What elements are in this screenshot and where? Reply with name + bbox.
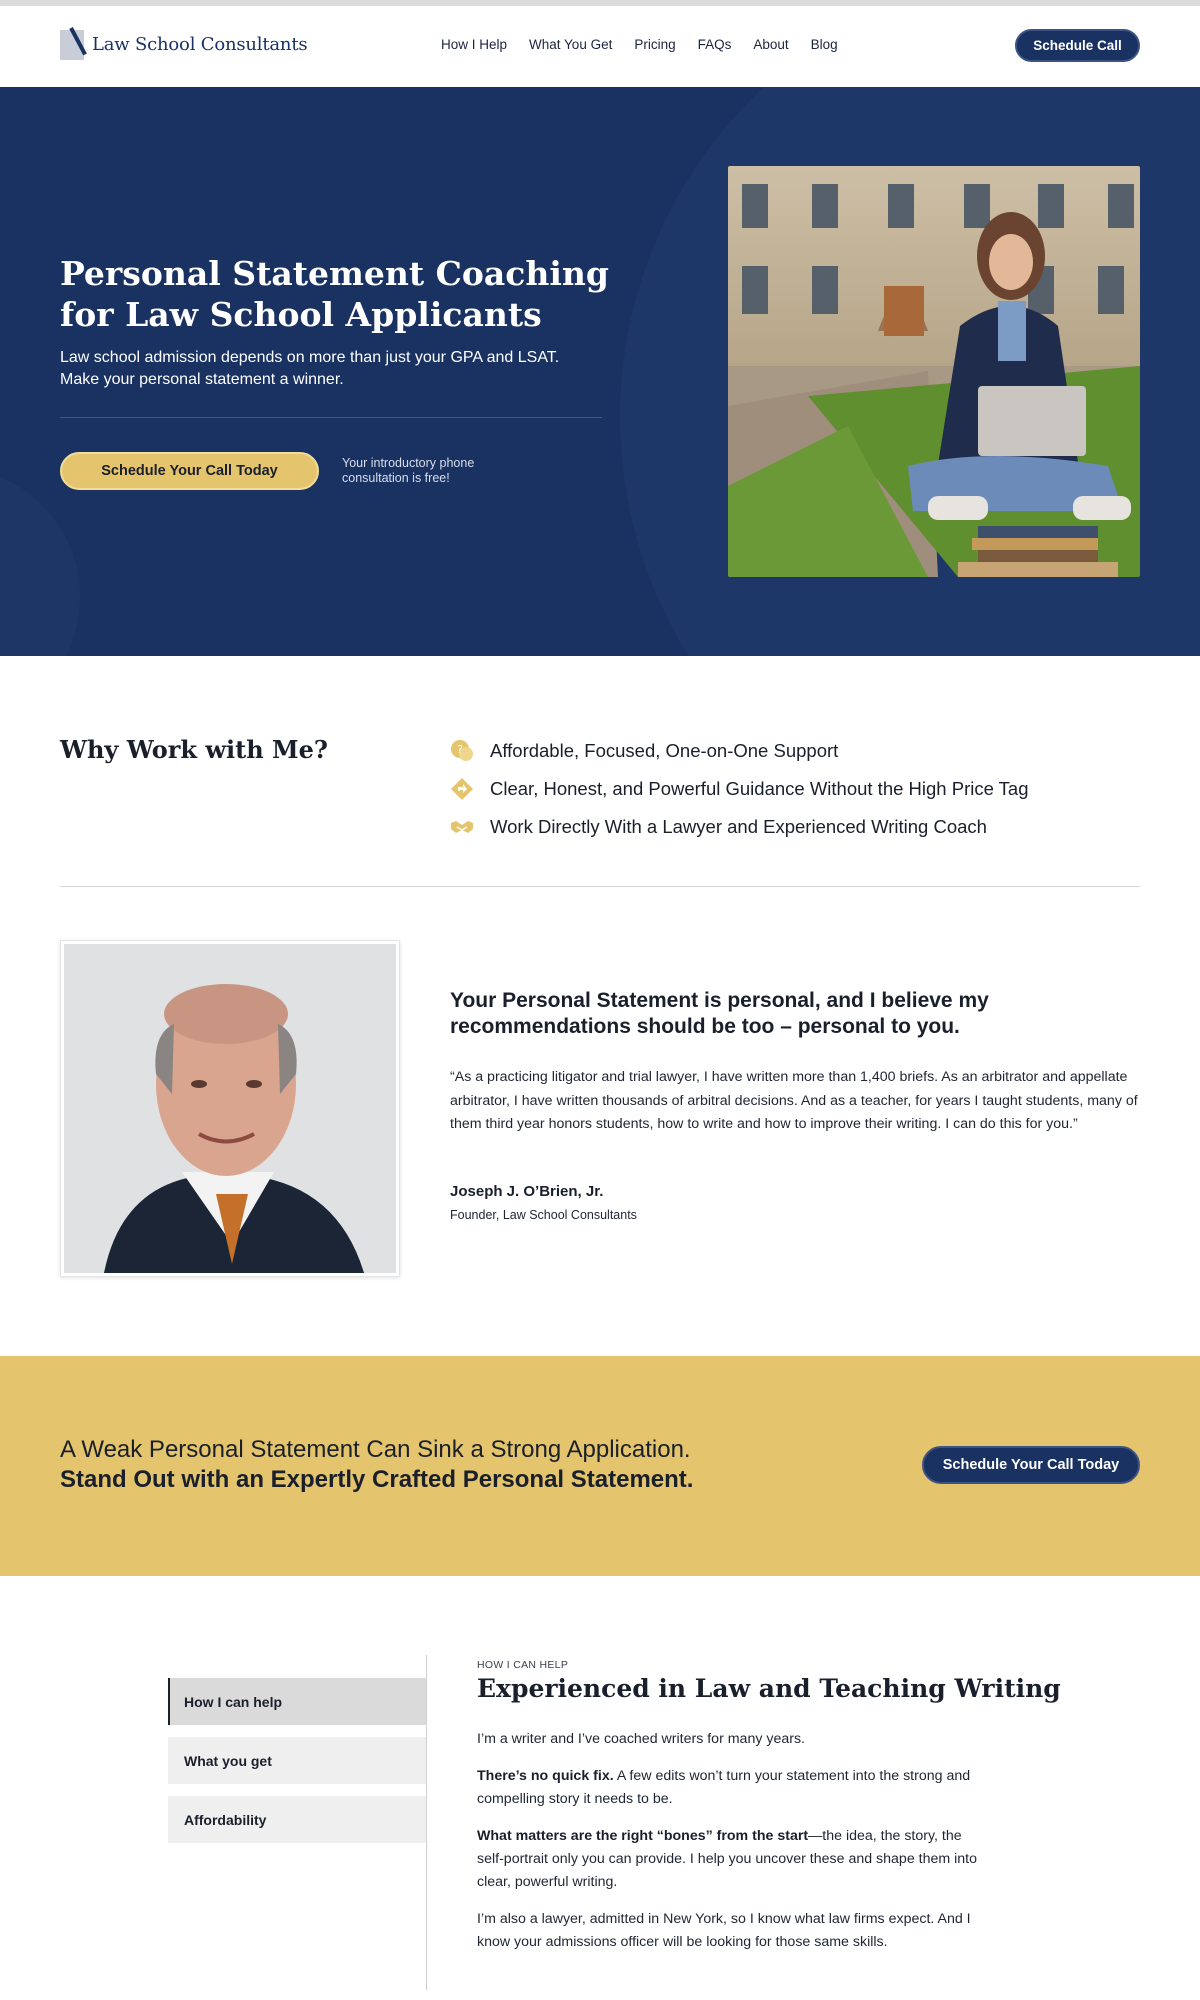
svg-text:?: ?	[457, 743, 463, 756]
help-paragraph-2: There’s no quick fix. A few edits won’t turn your statement into the strong and compelling story it needs to be.	[477, 1768, 971, 1807]
chat-question-icon	[450, 739, 474, 763]
schedule-your-call-button[interactable]: Schedule Your Call Today	[60, 452, 319, 490]
cta-schedule-button[interactable]: Schedule Your Call Today	[922, 1446, 1140, 1484]
why-list	[450, 732, 1029, 846]
brand-name: Law School Consultants	[92, 33, 308, 55]
main-nav	[441, 37, 838, 52]
tabs-divider	[426, 1655, 427, 1990]
founder-portrait	[64, 944, 396, 1273]
why-item	[450, 808, 1029, 846]
why-item-text: Affordable, Focused, One-on-One Support	[490, 740, 839, 761]
help-tabs	[168, 1678, 426, 1855]
help-paragraph-1: I’m a writer and I’ve coached writers for many years.	[477, 1731, 806, 1747]
founder-portrait-frame	[60, 940, 400, 1277]
hero-section	[0, 87, 1200, 656]
why-title: Why Work with Me?	[60, 735, 328, 764]
handshake-icon	[450, 815, 474, 839]
testimonial-quote: “As a practicing litigator and trial lawyer, I have written more than 1,400 briefs. As an arbitrator and appellate arbitrator, I have written thousands of arbitral decisions. And as a teacher, for years I taught students, many of them third year honors students, how to write and how to improve their writing. I can do this for you.”	[450, 1069, 1138, 1132]
help-paragraph-4: I’m also a lawyer, admitted in New York, so I know what law firms expect. And I know your admissions officer will be looking for those same skills.	[477, 1911, 971, 1950]
testimonial-role: Founder, Law School Consultants	[450, 1208, 637, 1222]
nav-blog[interactable]: Blog	[810, 37, 838, 52]
schedule-call-button[interactable]: Schedule Call	[1015, 29, 1140, 62]
help-title: Experienced in Law and Teaching Writing	[477, 1674, 1061, 1703]
why-item-text: Work Directly With a Lawyer and Experienced Writing Coach	[490, 816, 987, 837]
nav-how-i-help[interactable]: How I Help	[441, 37, 508, 52]
why-item-text: Clear, Honest, and Powerful Guidance Without the High Price Tag	[490, 778, 1029, 799]
nav-faqs[interactable]: FAQs	[697, 37, 732, 52]
section-divider	[60, 886, 1140, 887]
nav-about[interactable]: About	[753, 37, 789, 52]
diamond-arrow-icon	[450, 777, 474, 801]
hero-title: Personal Statement Coaching for Law School Applicants	[60, 254, 609, 334]
why-item	[450, 770, 1029, 808]
hero-divider	[60, 417, 602, 418]
tab-how-i-can-help[interactable]: How I can help	[168, 1678, 426, 1725]
cta-line2: Stand Out with an Expertly Crafted Personal Statement.	[60, 1466, 694, 1493]
testimonial-name: Joseph J. O’Brien, Jr.	[450, 1183, 604, 1200]
help-paragraph-3: What matters are the right “bones” from the start—the idea, the story, the self-portrait only you can provide. I help you uncover these and shape them into clear, powerful writing.	[477, 1828, 978, 1890]
hero-subtitle: Law school admission depends on more than just your GPA and LSAT. Make your personal statement a winner.	[60, 349, 560, 388]
hero-student-photo	[728, 166, 1140, 577]
hero-decoration-small	[0, 467, 80, 656]
help-body	[477, 1728, 987, 1968]
tab-what-you-get[interactable]: What you get	[168, 1737, 426, 1784]
brand-logo[interactable]	[60, 28, 307, 60]
testimonial-heading: Your Personal Statement is personal, and I believe my recommendations should be too – personal to you.	[450, 989, 989, 1038]
why-item	[450, 732, 1029, 770]
hero-note: Your introductory phone consultation is free!	[342, 456, 475, 485]
tab-affordability[interactable]: Affordability	[168, 1796, 426, 1843]
nav-pricing[interactable]: Pricing	[634, 37, 676, 52]
quill-logo-icon	[60, 28, 84, 60]
nav-what-you-get[interactable]: What You Get	[529, 37, 613, 52]
help-kicker: HOW I CAN HELP	[477, 1659, 569, 1671]
site-header	[0, 6, 1200, 87]
cta-band	[0, 1356, 1200, 1576]
cta-line1: A Weak Personal Statement Can Sink a Strong Application.	[60, 1436, 691, 1463]
